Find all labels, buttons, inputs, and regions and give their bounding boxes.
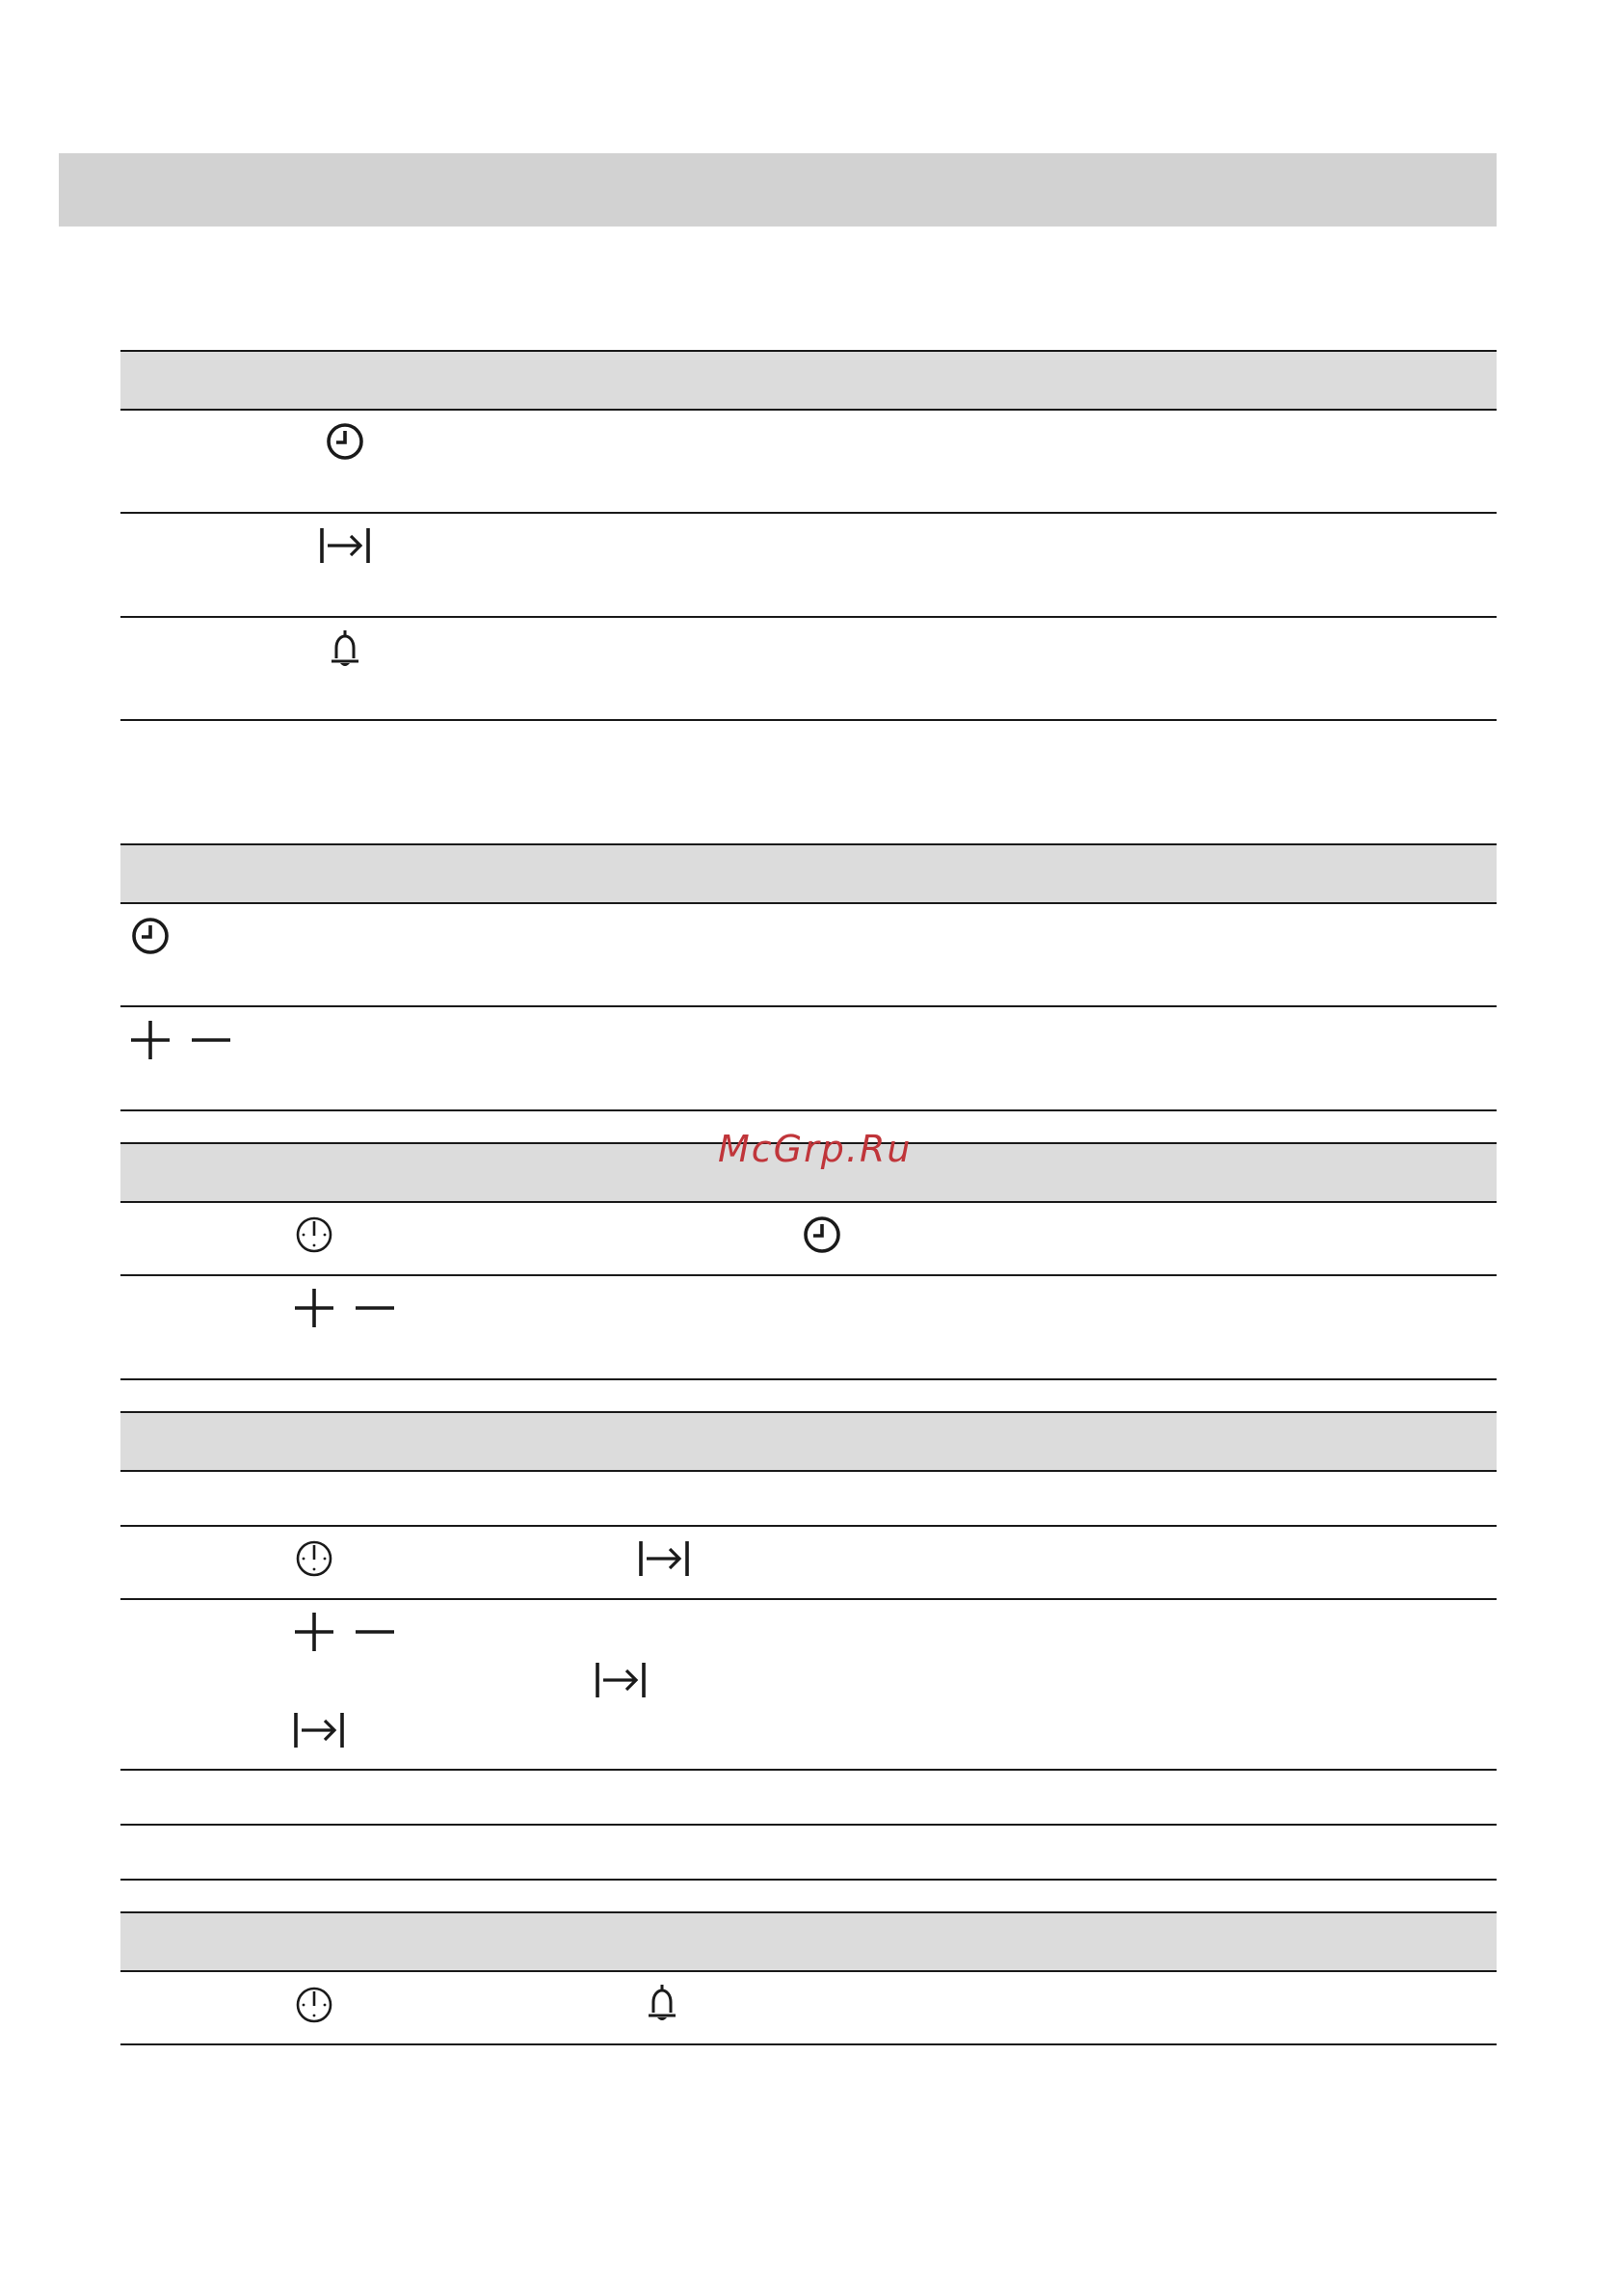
table-5-header: [120, 1912, 1497, 1971]
table-rule: [120, 1824, 1497, 1826]
clock-icon: [131, 917, 170, 955]
timer-dial-icon: [295, 1215, 333, 1254]
table-rule: [120, 616, 1497, 618]
table-rule: [120, 1201, 1497, 1203]
table-rule: [120, 1378, 1497, 1380]
table-rule: [120, 2043, 1497, 2045]
clock-icon: [326, 422, 364, 461]
table-rule: [120, 719, 1497, 721]
table-rule: [120, 902, 1497, 904]
bell-icon: [643, 1983, 681, 2025]
table-rule: [120, 1525, 1497, 1527]
bell-icon: [326, 628, 364, 671]
table-rule: [120, 1274, 1497, 1276]
end-time-icon: [293, 1711, 345, 1749]
table-rule: [120, 350, 1497, 352]
table-rule: [120, 1470, 1497, 1472]
minus-icon: [190, 1019, 232, 1061]
table-4-header: [120, 1412, 1497, 1471]
end-time-icon: [595, 1661, 647, 1699]
timer-dial-icon: [295, 1986, 333, 2024]
table-rule: [120, 1911, 1497, 1913]
plus-icon: [129, 1019, 172, 1061]
table-2-header: [120, 844, 1497, 903]
table-rule: [120, 1109, 1497, 1111]
plus-icon: [293, 1287, 335, 1329]
minus-icon: [354, 1611, 396, 1653]
table-rule: [120, 1970, 1497, 1972]
table-rule: [120, 1598, 1497, 1600]
end-time-icon: [319, 526, 371, 565]
table-rule: [120, 512, 1497, 514]
table-1-header: [120, 351, 1497, 410]
clock-icon: [803, 1215, 841, 1254]
table-rule: [120, 843, 1497, 845]
table-rule: [120, 1879, 1497, 1881]
end-time-icon: [638, 1539, 690, 1578]
table-rule: [120, 409, 1497, 411]
plus-icon: [293, 1611, 335, 1653]
table-rule: [120, 1411, 1497, 1413]
minus-icon: [354, 1287, 396, 1329]
table-rule: [120, 1769, 1497, 1771]
watermark: McGrp.Ru: [718, 1128, 913, 1170]
table-rule: [120, 1005, 1497, 1007]
timer-dial-icon: [295, 1539, 333, 1578]
section-header-band: [59, 153, 1497, 227]
